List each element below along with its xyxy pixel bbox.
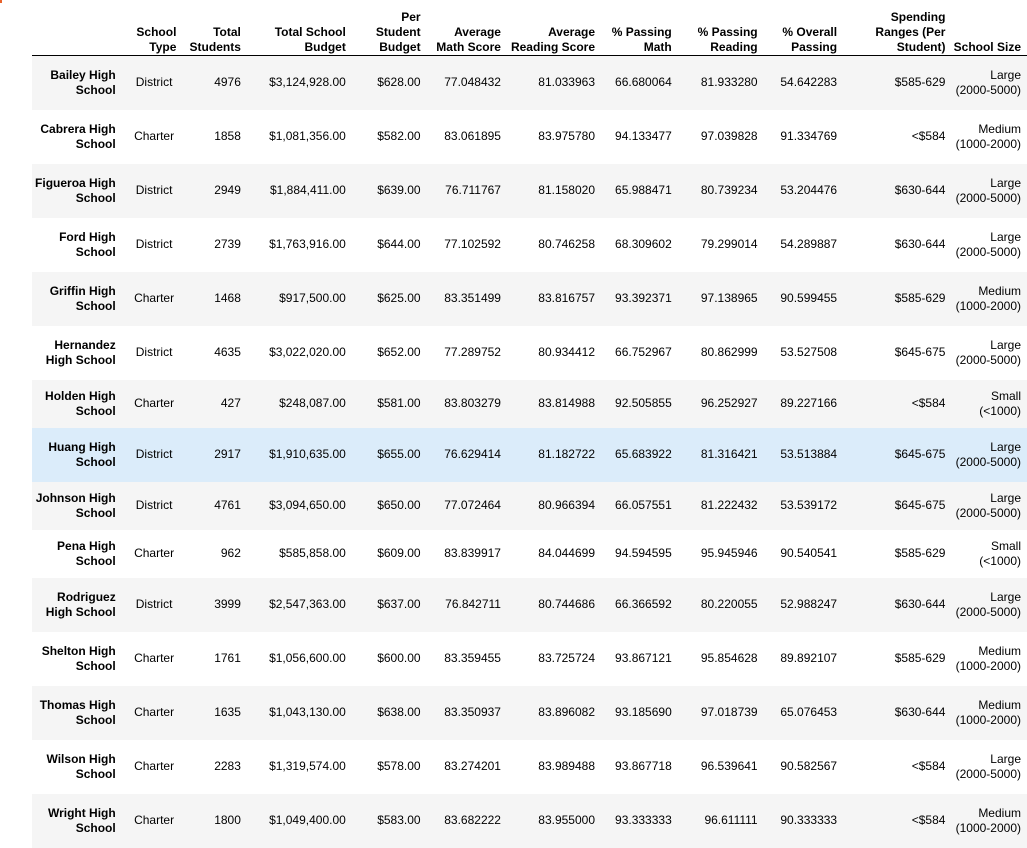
cell-avg-reading-score: 83.816757	[509, 272, 603, 326]
cell-total-students: 1468	[184, 272, 248, 326]
cell-avg-math-score: 76.711767	[429, 164, 509, 218]
cell-spending-range: $585-629	[894, 546, 946, 560]
cell-overall-passing: 53.527508	[780, 345, 838, 359]
col-header-avg-reading: Average Reading Score	[509, 2, 603, 55]
table-row	[32, 272, 1027, 326]
cell-per-student-budget: $582.00	[377, 129, 421, 143]
cell-total-budget: $3,094,650.00	[249, 482, 354, 530]
cell-total-budget: $1,049,400.00	[249, 794, 354, 848]
cell-per-student-budget: $625.00	[354, 272, 429, 326]
cell-pass-math: 93.185690	[603, 686, 680, 740]
table-row	[32, 482, 1027, 530]
cell-school-size: Small (<1000)	[953, 380, 1027, 428]
cell-total-budget: $3,124,928.00	[249, 55, 354, 110]
cell-pass-math: 68.309602	[615, 237, 672, 251]
cell-avg-reading-score: 80.934412	[538, 345, 595, 359]
cell-per-student-budget: $650.00	[354, 482, 429, 530]
cell-overall-passing: 91.334769	[780, 129, 838, 143]
cell-spending-range: <$584	[845, 794, 953, 848]
cell-school-type: Charter	[134, 129, 175, 143]
cell-pass-math: 65.683922	[603, 428, 680, 482]
cell-avg-reading-score: 83.725724	[538, 651, 595, 665]
cell-school-size: Medium (1000-2000)	[955, 121, 1021, 151]
col-header-total-budget: Total School Budget	[249, 2, 354, 55]
cell-school-type: Charter	[124, 272, 185, 326]
cell-school-size: Large (2000-5000)	[955, 229, 1021, 259]
cell-per-student-budget: $600.00	[377, 651, 421, 665]
cell-avg-math-score: 83.351499	[429, 272, 509, 326]
cell-avg-math-score: 83.350937	[429, 686, 509, 740]
cell-total-students: 2949	[184, 164, 248, 218]
cell-school-type: District	[124, 578, 185, 632]
cell-pass-math: 65.988471	[603, 164, 680, 218]
cell-pass-math: 66.057551	[603, 482, 680, 530]
cell-pass-reading: 97.138965	[680, 272, 766, 326]
cell-school-name: Wilson High School	[46, 751, 116, 781]
col-header-total-students: Total Students	[184, 2, 248, 55]
cell-school-name: Wright High School	[32, 794, 124, 848]
cell-school-name: Griffin High School	[32, 272, 124, 326]
cell-total-students: 1761	[214, 651, 241, 665]
cell-school-type: District	[124, 55, 185, 110]
cell-pass-math: 66.680064	[603, 55, 680, 110]
cell-school-size: Large (2000-5000)	[953, 578, 1027, 632]
col-header-overall-passing: % Overall Passing	[766, 2, 845, 55]
table-row	[32, 218, 1027, 272]
cell-per-student-budget: $578.00	[377, 759, 421, 773]
cell-school-type: District	[124, 164, 185, 218]
cell-per-student-budget: $655.00	[354, 428, 429, 482]
cell-total-budget: $3,022,020.00	[269, 345, 346, 359]
cell-avg-math-score: 83.274201	[444, 759, 501, 773]
table-row	[32, 794, 1027, 848]
col-header-school-size: School Size	[953, 2, 1027, 55]
table-row	[32, 380, 1027, 428]
table-row	[32, 164, 1027, 218]
cell-per-student-budget: $609.00	[377, 546, 421, 560]
cell-pass-math: 93.867718	[615, 759, 672, 773]
cell-school-type: Charter	[134, 546, 175, 560]
cell-total-students: 2283	[214, 759, 241, 773]
table-row	[32, 632, 1027, 686]
cell-school-name: Johnson High School	[32, 482, 124, 530]
index-header	[32, 2, 124, 55]
cell-overall-passing: 54.642283	[766, 55, 845, 110]
table-row	[32, 530, 1027, 578]
cell-avg-math-score: 77.289752	[444, 345, 501, 359]
cell-avg-reading-score: 81.033963	[509, 55, 603, 110]
col-header-pass-reading: % Passing Reading	[680, 2, 766, 55]
cell-spending-range: $630-644	[845, 686, 953, 740]
cell-avg-math-score: 76.842711	[429, 578, 509, 632]
cell-total-students: 427	[184, 380, 248, 428]
cell-avg-math-score: 77.048432	[429, 55, 509, 110]
cell-overall-passing: 54.289887	[780, 237, 838, 251]
cell-overall-passing: 52.988247	[766, 578, 845, 632]
col-header-school-type: School Type	[124, 2, 185, 55]
cell-total-students: 1858	[214, 129, 241, 143]
cell-total-students: 4761	[184, 482, 248, 530]
cell-total-students: 3999	[184, 578, 248, 632]
cell-total-budget: $1,056,600.00	[269, 651, 346, 665]
cell-school-size: Large (2000-5000)	[953, 55, 1027, 110]
cell-school-name: Ford High School	[59, 229, 116, 259]
cell-school-size: Medium (1000-2000)	[953, 794, 1027, 848]
cell-spending-range: $630-644	[845, 164, 953, 218]
cell-total-budget: $1,319,574.00	[269, 759, 346, 773]
cell-per-student-budget: $638.00	[354, 686, 429, 740]
cell-pass-reading: 97.039828	[700, 129, 758, 143]
cell-total-students: 4635	[214, 345, 241, 359]
cell-total-budget: $1,043,130.00	[249, 686, 354, 740]
cell-pass-reading: 81.222432	[680, 482, 766, 530]
cell-spending-range: $645-675	[845, 482, 953, 530]
cell-total-budget: $1,081,356.00	[269, 129, 346, 143]
cell-avg-reading-score: 83.814988	[509, 380, 603, 428]
cell-school-name: Figueroa High School	[32, 164, 124, 218]
cell-total-budget: $917,500.00	[249, 272, 354, 326]
cell-avg-reading-score: 84.044699	[538, 546, 595, 560]
cell-total-students: 2917	[184, 428, 248, 482]
cell-spending-range: <$584	[911, 129, 946, 143]
cell-avg-reading-score: 81.158020	[509, 164, 603, 218]
cell-school-name: Holden High School	[32, 380, 124, 428]
cell-overall-passing: 90.599455	[766, 272, 845, 326]
cell-overall-passing: 89.892107	[780, 651, 838, 665]
cell-total-students: 962	[220, 546, 241, 560]
cell-total-students: 1800	[184, 794, 248, 848]
cell-spending-range: $585-629	[845, 272, 953, 326]
cell-spending-range: <$584	[845, 380, 953, 428]
cell-marker-mark	[0, 0, 2, 3]
table-row	[32, 428, 1027, 482]
cell-avg-math-score: 83.359455	[444, 651, 501, 665]
cell-avg-math-score: 83.682222	[429, 794, 509, 848]
cell-school-name: Pena High School	[57, 538, 116, 568]
cell-total-budget: $1,763,916.00	[269, 237, 346, 251]
cell-spending-range: $645-675	[845, 428, 953, 482]
cell-pass-reading: 96.539641	[700, 759, 758, 773]
cell-school-size: Large (2000-5000)	[955, 751, 1021, 781]
cell-total-budget: $2,547,363.00	[249, 578, 354, 632]
cell-pass-reading: 96.611111	[680, 794, 766, 848]
cell-avg-math-score: 77.072464	[429, 482, 509, 530]
cell-school-size: Small (<1000)	[979, 538, 1021, 568]
cell-overall-passing: 53.539172	[766, 482, 845, 530]
cell-spending-range: $585-629	[894, 651, 946, 665]
cell-school-type: Charter	[124, 686, 185, 740]
cell-pass-math: 92.505855	[603, 380, 680, 428]
cell-total-students: 2739	[214, 237, 241, 251]
cell-avg-reading-score: 80.746258	[538, 237, 595, 251]
cell-school-type: District	[124, 482, 185, 530]
cell-school-type: District	[135, 345, 173, 359]
cell-avg-math-score: 83.803279	[429, 380, 509, 428]
cell-school-name: Rodriguez High School	[32, 578, 124, 632]
cell-spending-range: $585-629	[845, 55, 953, 110]
cell-overall-passing: 90.582567	[780, 759, 838, 773]
cell-pass-reading: 96.252927	[680, 380, 766, 428]
cell-school-name: Shelton High School	[41, 643, 116, 673]
cell-spending-range: $645-675	[894, 345, 946, 359]
cell-school-type: Charter	[134, 651, 175, 665]
col-header-per-student-budget: Per Student Budget	[354, 2, 429, 55]
cell-school-size: Large (2000-5000)	[953, 428, 1027, 482]
col-header-spending-ranges: Spending Ranges (Per Student)	[845, 2, 953, 55]
cell-pass-math: 93.392371	[603, 272, 680, 326]
cell-total-budget: $585,858.00	[279, 546, 346, 560]
cell-avg-reading-score: 80.744686	[509, 578, 603, 632]
cell-avg-reading-score: 83.955000	[509, 794, 603, 848]
cell-school-size: Large (2000-5000)	[953, 164, 1027, 218]
cell-school-name: Cabrera High School	[40, 121, 116, 151]
table-row	[32, 326, 1027, 380]
cell-per-student-budget: $637.00	[354, 578, 429, 632]
cell-total-budget: $1,884,411.00	[249, 164, 354, 218]
cell-spending-range: <$584	[911, 759, 946, 773]
cell-overall-passing: 53.513884	[766, 428, 845, 482]
cell-school-type: District	[135, 237, 173, 251]
school-summary-table	[32, 2, 1027, 848]
cell-school-size: Medium (1000-2000)	[953, 272, 1027, 326]
cell-per-student-budget: $639.00	[354, 164, 429, 218]
table-row	[32, 686, 1027, 740]
table-row	[32, 110, 1027, 164]
cell-spending-range: $630-644	[894, 237, 946, 251]
cell-pass-reading: 95.854628	[700, 651, 758, 665]
cell-total-budget: $1,910,635.00	[249, 428, 354, 482]
cell-pass-math: 94.133477	[615, 129, 672, 143]
cell-overall-passing: 65.076453	[766, 686, 845, 740]
cell-per-student-budget: $583.00	[354, 794, 429, 848]
cell-per-student-budget: $581.00	[354, 380, 429, 428]
cell-school-size: Medium (1000-2000)	[955, 643, 1021, 673]
cell-school-type: Charter	[124, 794, 185, 848]
cell-overall-passing: 53.204476	[766, 164, 845, 218]
cell-avg-math-score: 77.102592	[444, 237, 501, 251]
cell-pass-math: 94.594595	[615, 546, 672, 560]
cell-pass-math: 93.867121	[615, 651, 672, 665]
cell-per-student-budget: $652.00	[377, 345, 421, 359]
cell-pass-reading: 81.316421	[680, 428, 766, 482]
cell-avg-reading-score: 83.896082	[509, 686, 603, 740]
cell-pass-reading: 80.739234	[680, 164, 766, 218]
cell-school-name: Thomas High School	[32, 686, 124, 740]
cell-spending-range: $630-644	[845, 578, 953, 632]
cell-school-name: Hernandez High School	[45, 337, 116, 367]
cell-avg-reading-score: 83.975780	[538, 129, 595, 143]
table-row	[32, 740, 1027, 794]
cell-avg-math-score: 83.061895	[444, 129, 501, 143]
cell-pass-reading: 97.018739	[680, 686, 766, 740]
cell-per-student-budget: $644.00	[377, 237, 421, 251]
table-row	[32, 578, 1027, 632]
cell-avg-reading-score: 83.989488	[538, 759, 595, 773]
cell-overall-passing: 90.540541	[780, 546, 838, 560]
cell-pass-math: 66.366592	[603, 578, 680, 632]
cell-avg-math-score: 76.629414	[429, 428, 509, 482]
col-header-pass-math: % Passing Math	[603, 2, 680, 55]
cell-avg-reading-score: 80.966394	[509, 482, 603, 530]
cell-pass-reading: 95.945946	[700, 546, 758, 560]
cell-pass-math: 93.333333	[603, 794, 680, 848]
cell-per-student-budget: $628.00	[354, 55, 429, 110]
cell-avg-reading-score: 81.182722	[509, 428, 603, 482]
table-row	[32, 55, 1027, 110]
cell-pass-reading: 81.933280	[680, 55, 766, 110]
cell-pass-reading: 79.299014	[700, 237, 758, 251]
cell-school-name: Huang High School	[32, 428, 124, 482]
cell-pass-reading: 80.862999	[700, 345, 758, 359]
cell-school-size: Medium (1000-2000)	[953, 686, 1027, 740]
cell-total-students: 4976	[184, 55, 248, 110]
cell-pass-reading: 80.220055	[680, 578, 766, 632]
cell-school-type: Charter	[134, 759, 175, 773]
cell-school-name: Bailey High School	[32, 55, 124, 110]
col-header-avg-math: Average Math Score	[429, 2, 509, 55]
table-header-row	[32, 2, 1027, 55]
cell-total-budget: $248,087.00	[249, 380, 354, 428]
cell-school-size: Large (2000-5000)	[953, 482, 1027, 530]
cell-total-students: 1635	[184, 686, 248, 740]
cell-pass-math: 66.752967	[615, 345, 672, 359]
cell-overall-passing: 90.333333	[766, 794, 845, 848]
cell-school-type: Charter	[124, 380, 185, 428]
cell-avg-math-score: 83.839917	[444, 546, 501, 560]
cell-school-size: Large (2000-5000)	[955, 337, 1021, 367]
cell-overall-passing: 89.227166	[766, 380, 845, 428]
cell-school-type: District	[124, 428, 185, 482]
